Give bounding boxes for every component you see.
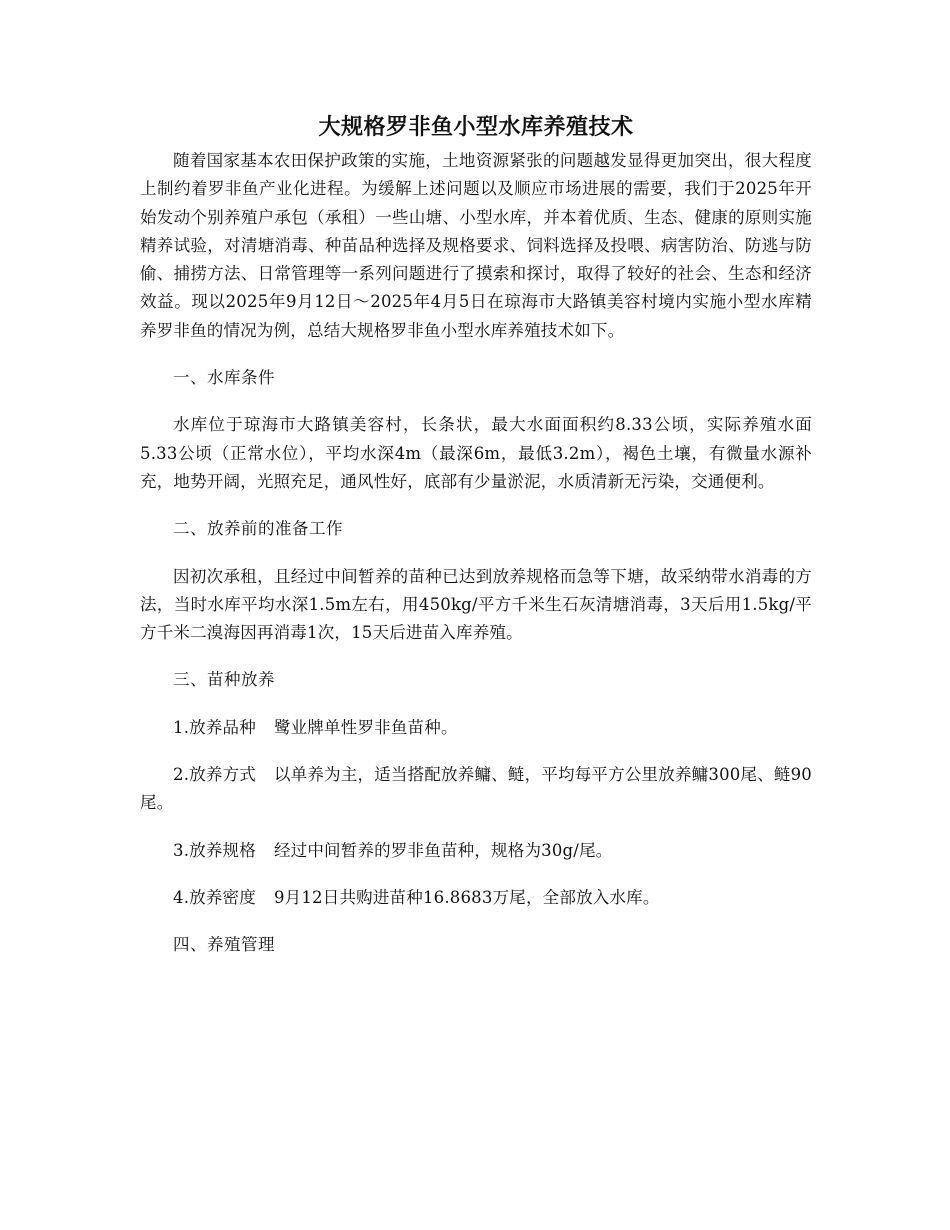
stocking-item-label: 3.放养规格	[173, 840, 256, 860]
stocking-item-text: 鹭业牌单性罗非鱼苗种。	[273, 717, 458, 737]
section-heading-reservoir-conditions: 一、水库条件	[173, 368, 275, 388]
spacer	[140, 912, 812, 931]
section-body-reservoir-conditions: 水库位于琼海市大路镇美容村，长条状，最大水面面积约8.33公顷，实际养殖水面5.33公顷（正常水位），平均水深4m（最深6m，最低3.2m），褐色土壤，有微量水源补充，地势开阔，光照充足，通风性好，底部有少量淤泥，水质清新无污染，交通便利。	[140, 415, 812, 491]
stocking-item	[140, 837, 812, 865]
section-body-preparation: 因初次承租，且经过中间暂养的苗种已达到放养规格而急等下塘，故采纳带水消毒的方法，当时水库平均水深1.5m左右，用450kg/平方千米生石灰清塘消毒，3天后用1.5kg/平方千米二溴海因再消毒1次，15天后进苗入库养殖。	[140, 566, 812, 643]
spacer	[140, 865, 812, 884]
spacer	[140, 496, 812, 515]
spacer	[140, 392, 812, 411]
spacer	[140, 647, 812, 666]
spacer	[140, 818, 812, 837]
document-title: 大规格罗非鱼小型水库养殖技术	[318, 114, 634, 140]
stocking-item-label: 2.放养方式	[173, 765, 256, 785]
stocking-item-text: 以单养为主，适当搭配放养鳙、鲢，平均每平方公里放养鳙300尾、鲢90尾。	[140, 765, 812, 813]
section-heading-preparation: 二、放养前的准备工作	[173, 519, 343, 539]
spacer	[140, 345, 812, 364]
section-heading-stocking: 三、苗种放养	[173, 670, 275, 690]
stocking-item-text: 9月12日共购进苗种16.8683万尾，全部放入水库。	[273, 887, 660, 907]
stocking-item	[140, 884, 812, 912]
stocking-item	[140, 714, 812, 742]
stocking-item-label: 4.放养密度	[173, 887, 256, 907]
stocking-item	[140, 761, 812, 818]
document-page	[140, 112, 812, 960]
spacer	[140, 544, 812, 563]
section-heading-management: 四、养殖管理	[173, 935, 275, 955]
stocking-item-label: 1.放养品种	[173, 717, 256, 737]
spacer	[140, 742, 812, 761]
spacer	[140, 695, 812, 714]
intro-paragraph: 随着国家基本农田保护政策的实施，土地资源紧张的问题越发显得更加突出，很大程度上制约着罗非鱼产业化进程。为缓解上述问题以及顺应市场进展的需要，我们于2025年开始发动个别养殖户承包（承租）一些山塘、小型水库，并本着优质、生态、健康的原则实施精养试验，对清塘消毒、种苗品种选择及规格要求、饲料选择及投喂、病害防治、防逃与防偷、捕捞方法、日常管理等一系列问题进行了摸索和探讨，取得了较好的社会、生态和经济效益。现以2025年9月12日～2025年4月5日在琼海市大路镇美容村境内实施小型水库精养罗非鱼的情况为例，总结大规格罗非鱼小型水库养殖技术如下。	[140, 151, 812, 340]
stocking-item-text: 经过中间暂养的罗非鱼苗种，规格为30g/尾。	[273, 840, 613, 860]
